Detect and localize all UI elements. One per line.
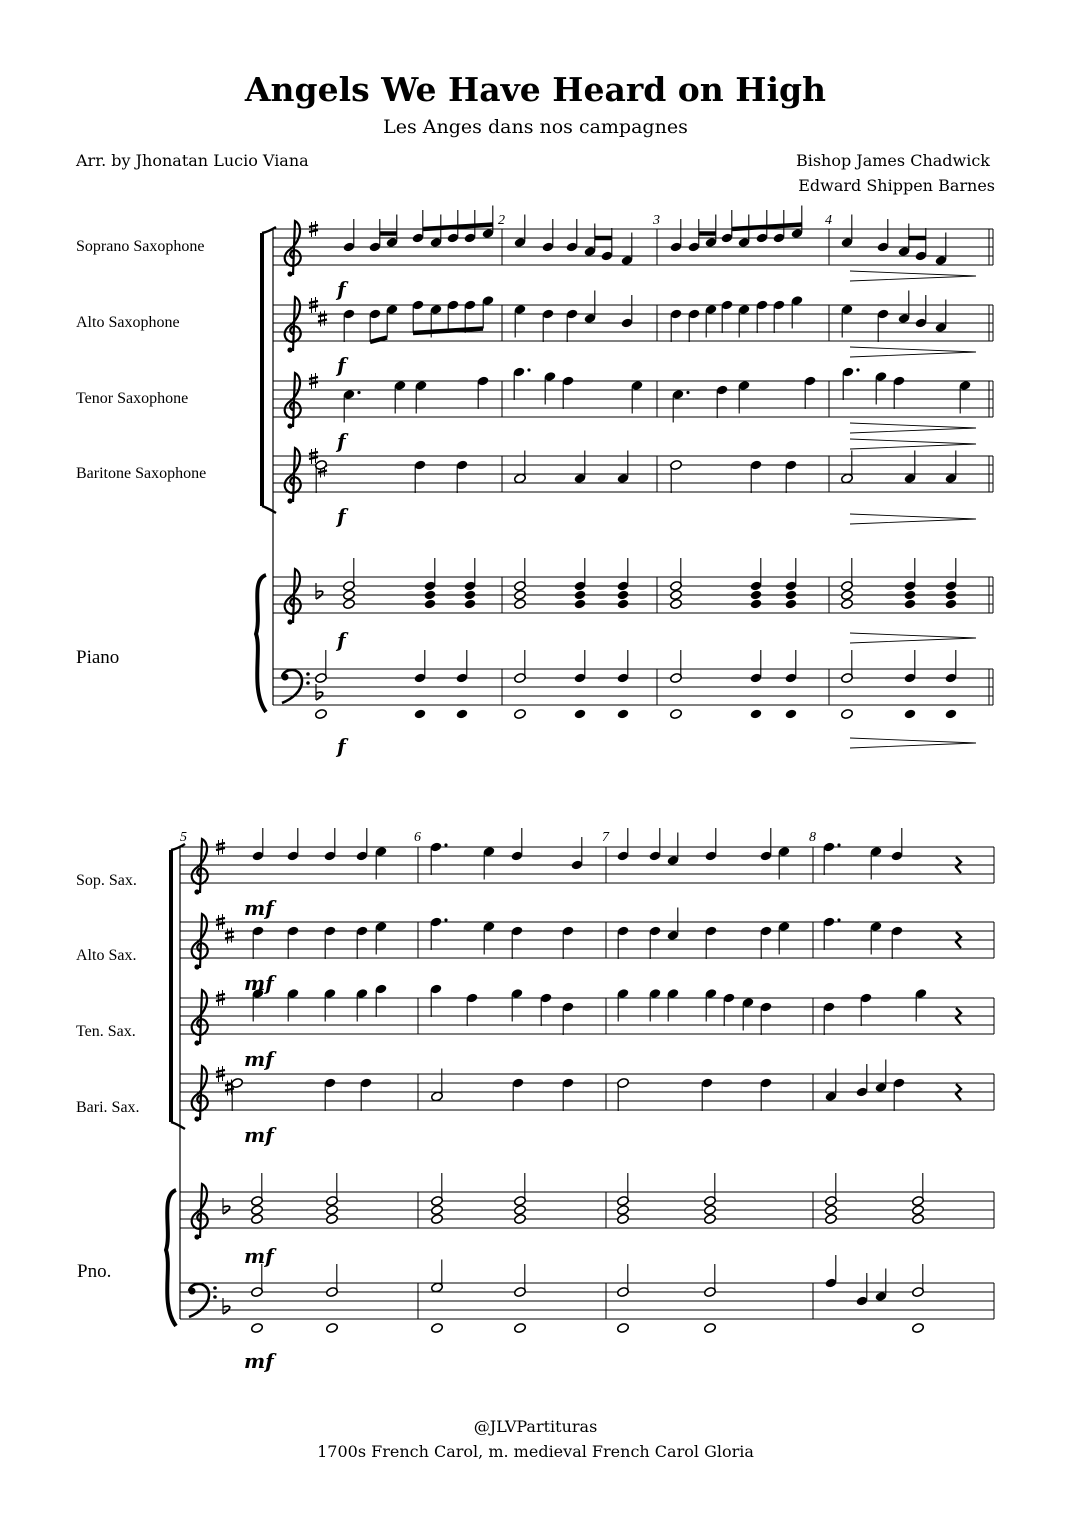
- note: [287, 828, 300, 862]
- note: [825, 1255, 838, 1289]
- note: [617, 1077, 630, 1111]
- note: [356, 828, 369, 862]
- note: [512, 1077, 525, 1111]
- diminuendo-hairpin: [850, 271, 976, 281]
- note: [750, 459, 763, 493]
- flat-sign-icon: [223, 1298, 230, 1314]
- note: [424, 558, 437, 592]
- note: [431, 1173, 444, 1207]
- note: [617, 650, 630, 684]
- note: [514, 558, 527, 592]
- note: [431, 1204, 444, 1215]
- staff-2: [273, 297, 993, 353]
- flat-sign-icon: [223, 1198, 230, 1214]
- note: [912, 1204, 925, 1215]
- note: [670, 459, 683, 493]
- note: [785, 459, 798, 493]
- bass-clef-icon: [189, 1284, 217, 1317]
- instrument-label: Pno.: [77, 1261, 112, 1282]
- dynamic-marking: mf: [244, 1047, 274, 1071]
- note: [562, 1077, 575, 1111]
- note: [841, 215, 854, 249]
- note: [343, 219, 356, 253]
- composer-credit: Edward Shippen Barnes: [798, 176, 995, 195]
- staff-4: [273, 448, 993, 504]
- note: [566, 219, 579, 253]
- system-2: [76, 828, 994, 1373]
- note: [252, 828, 265, 862]
- note: [785, 598, 798, 609]
- note: [670, 589, 683, 600]
- note: [904, 598, 917, 609]
- note: [464, 558, 477, 592]
- note: [324, 828, 337, 862]
- note: [841, 598, 854, 609]
- instrument-label: Baritone Saxophone: [76, 465, 207, 482]
- note: [369, 219, 382, 253]
- note: [617, 598, 630, 609]
- note: [326, 1322, 339, 1333]
- note: [841, 589, 854, 600]
- note: [424, 598, 437, 609]
- note: [514, 1213, 527, 1224]
- dynamic-marking: f: [337, 429, 346, 453]
- note: [542, 219, 555, 253]
- note: [667, 908, 680, 942]
- note: [945, 598, 958, 609]
- note: [945, 589, 958, 600]
- note: [945, 558, 958, 592]
- footer-handle: @JLVPartituras: [473, 1417, 598, 1436]
- note: [514, 1322, 527, 1333]
- note: [584, 291, 597, 325]
- note: [785, 558, 798, 592]
- note: [412, 299, 425, 333]
- note: [750, 589, 763, 600]
- instrument-label: Sop. Sax.: [76, 872, 137, 889]
- note: [842, 366, 860, 400]
- note: [750, 598, 763, 609]
- note: [912, 1322, 925, 1333]
- note: [414, 459, 427, 493]
- note: [414, 650, 427, 684]
- note: [514, 215, 527, 249]
- note: [562, 1001, 575, 1035]
- note: [566, 308, 579, 342]
- measure-number: 2: [498, 213, 505, 228]
- note: [431, 1260, 444, 1294]
- note: [904, 708, 917, 719]
- note: [825, 1204, 838, 1215]
- flat-sign-icon: [316, 684, 323, 700]
- note: [287, 925, 300, 959]
- note: [343, 589, 356, 600]
- note: [369, 308, 382, 342]
- note: [617, 1204, 630, 1215]
- staff-4: [180, 1066, 994, 1122]
- note: [414, 708, 427, 719]
- note: [511, 828, 524, 862]
- note: [670, 598, 683, 609]
- note: [804, 375, 817, 409]
- note: [704, 1173, 717, 1207]
- note: [315, 650, 328, 684]
- note: [513, 366, 531, 400]
- note: [945, 650, 958, 684]
- note: [456, 459, 469, 493]
- note: [877, 308, 890, 342]
- note: [574, 708, 587, 719]
- instrument-label: Tenor Saxophone: [76, 390, 189, 407]
- note: [617, 558, 630, 592]
- note: [756, 299, 769, 333]
- note: [540, 992, 553, 1026]
- instrument-label: Bari. Sax.: [76, 1099, 140, 1116]
- note: [915, 295, 928, 329]
- note: [574, 558, 587, 592]
- dynamic-marking: f: [337, 628, 346, 652]
- note: [431, 1213, 444, 1224]
- note: [860, 992, 873, 1026]
- diminuendo-hairpin: [850, 423, 976, 433]
- note: [721, 299, 734, 333]
- note: [898, 291, 911, 325]
- note: [562, 925, 575, 959]
- note: [251, 1213, 264, 1224]
- dynamic-marking: f: [337, 353, 346, 377]
- note: [456, 708, 469, 719]
- note: [251, 1173, 264, 1207]
- note: [430, 983, 443, 1017]
- diminuendo-hairpin: [850, 347, 976, 357]
- note: [466, 992, 479, 1026]
- note: [251, 1264, 264, 1298]
- note: [231, 1077, 244, 1111]
- piano-brace: [256, 575, 266, 712]
- note: [514, 1204, 527, 1215]
- note: [723, 992, 736, 1026]
- note: [856, 1064, 869, 1098]
- note: [412, 210, 425, 244]
- note: [514, 1173, 527, 1207]
- note: [721, 210, 734, 244]
- note: [670, 708, 683, 719]
- note: [738, 215, 751, 249]
- note: [791, 206, 804, 240]
- note: [856, 1273, 869, 1307]
- note: [704, 1322, 717, 1333]
- measure-number: 5: [180, 830, 187, 845]
- note: [326, 1264, 339, 1298]
- note: [477, 375, 490, 409]
- note: [760, 1001, 773, 1035]
- instrument-label: Alto Sax.: [76, 947, 137, 964]
- measure-number: 6: [414, 830, 421, 845]
- measure-number: 4: [825, 213, 832, 228]
- note: [760, 828, 773, 862]
- staff-1: [180, 839, 994, 895]
- note: [760, 1077, 773, 1111]
- note: [670, 219, 683, 253]
- note: [315, 708, 328, 719]
- piano-treble-staff: [273, 569, 993, 625]
- note: [601, 228, 614, 262]
- score-title: Angels We Have Heard on High: [244, 70, 827, 109]
- note: [904, 650, 917, 684]
- dynamic-marking: mf: [244, 1123, 274, 1147]
- note: [649, 828, 662, 862]
- measure-number: 8: [809, 830, 816, 845]
- note: [704, 1264, 717, 1298]
- diminuendo-hairpin: [850, 439, 976, 449]
- note: [431, 1322, 444, 1333]
- note: [571, 837, 584, 871]
- note: [574, 650, 587, 684]
- note: [617, 1173, 630, 1207]
- diminuendo-hairpin: [850, 633, 976, 643]
- note: [667, 833, 680, 867]
- footer-source: 1700s French Carol, m. medieval French Carol Gloria: [317, 1442, 754, 1461]
- note: [617, 925, 630, 959]
- note: [773, 299, 786, 333]
- dynamic-marking: mf: [244, 896, 274, 920]
- note: [617, 1264, 630, 1298]
- note: [893, 1077, 906, 1111]
- note: [511, 925, 524, 959]
- dynamic-marking: f: [337, 277, 346, 301]
- note: [785, 708, 798, 719]
- note: [574, 598, 587, 609]
- instrument-label: Piano: [76, 647, 120, 668]
- note: [877, 219, 890, 253]
- note: [617, 828, 630, 862]
- note: [360, 1077, 373, 1111]
- note: [356, 925, 369, 959]
- note: [251, 1322, 264, 1333]
- note: [841, 708, 854, 719]
- note: [875, 1060, 888, 1094]
- note: [562, 375, 575, 409]
- note: [574, 589, 587, 600]
- staff-3: [273, 373, 993, 429]
- note: [891, 828, 904, 862]
- note: [841, 650, 854, 684]
- note: [326, 1213, 339, 1224]
- note: [464, 598, 477, 609]
- note: [514, 598, 527, 609]
- note: [893, 375, 906, 409]
- note: [701, 1077, 714, 1111]
- note: [704, 1204, 717, 1215]
- instrument-label: Alto Saxophone: [76, 314, 180, 331]
- note: [456, 650, 469, 684]
- note: [904, 558, 917, 592]
- note: [785, 589, 798, 600]
- note: [430, 215, 443, 249]
- sharp-sign-icon: [318, 311, 327, 327]
- note: [823, 1001, 836, 1035]
- note: [326, 1204, 339, 1215]
- bass-clef-icon: [282, 670, 310, 703]
- diminuendo-hairpin: [850, 738, 976, 748]
- note: [912, 1264, 925, 1298]
- flat-sign-icon: [316, 583, 323, 599]
- piano-bass-staff: [273, 669, 993, 705]
- note: [670, 308, 683, 342]
- note: [705, 925, 718, 959]
- note: [482, 206, 495, 240]
- instrument-label: Ten. Sax.: [76, 1023, 136, 1040]
- note: [670, 650, 683, 684]
- arranger-credit: Arr. by Jhonatan Lucio Viana: [76, 151, 309, 170]
- lyricist-credit: Bishop James Chadwick: [795, 151, 990, 170]
- note: [915, 228, 928, 262]
- note: [825, 1213, 838, 1224]
- note: [785, 650, 798, 684]
- diminuendo-hairpin: [850, 514, 976, 524]
- note: [324, 1077, 337, 1111]
- instrument-label: Soprano Saxophone: [76, 238, 205, 255]
- note: [912, 1213, 925, 1224]
- note: [326, 1173, 339, 1207]
- note: [343, 308, 356, 342]
- note: [750, 650, 763, 684]
- note: [649, 925, 662, 959]
- note: [375, 983, 388, 1017]
- note: [750, 708, 763, 719]
- note: [841, 558, 854, 592]
- note: [750, 558, 763, 592]
- note: [251, 1204, 264, 1215]
- note: [514, 650, 527, 684]
- note: [617, 708, 630, 719]
- note: [891, 925, 904, 959]
- staff-2: [180, 914, 994, 970]
- note: [252, 925, 265, 959]
- note: [617, 1322, 630, 1333]
- note: [688, 308, 701, 342]
- note: [945, 708, 958, 719]
- note: [514, 1264, 527, 1298]
- note: [424, 589, 437, 600]
- note: [617, 589, 630, 600]
- note: [688, 219, 701, 253]
- sharp-sign-icon: [225, 928, 234, 944]
- note: [904, 589, 917, 600]
- note: [343, 598, 356, 609]
- piano-brace: [166, 1190, 176, 1326]
- note: [343, 558, 356, 592]
- dynamic-marking: f: [337, 504, 346, 528]
- measure-number: 3: [653, 213, 660, 228]
- dynamic-marking: f: [337, 734, 346, 758]
- note: [542, 308, 555, 342]
- dynamic-marking: mf: [244, 971, 274, 995]
- dynamic-marking: mf: [244, 1244, 274, 1268]
- note: [670, 558, 683, 592]
- system-1: [76, 206, 993, 759]
- note: [514, 708, 527, 719]
- note: [621, 295, 634, 329]
- piano-bass-staff: [180, 1283, 994, 1319]
- note: [514, 589, 527, 600]
- note: [324, 925, 337, 959]
- measure-number: 7: [602, 830, 609, 845]
- note: [716, 384, 729, 418]
- note: [464, 589, 477, 600]
- staff-3: [180, 990, 994, 1046]
- note: [704, 1213, 717, 1224]
- beam: [732, 225, 802, 230]
- piano-treble-staff: [180, 1184, 994, 1240]
- note: [912, 1173, 925, 1207]
- dynamic-marking: mf: [244, 1349, 274, 1373]
- note: [760, 925, 773, 959]
- note: [617, 1213, 630, 1224]
- score-subtitle: Les Anges dans nos campagnes: [383, 116, 688, 138]
- note: [825, 1173, 838, 1207]
- beam: [423, 225, 493, 230]
- note: [875, 1269, 888, 1303]
- note: [705, 828, 718, 862]
